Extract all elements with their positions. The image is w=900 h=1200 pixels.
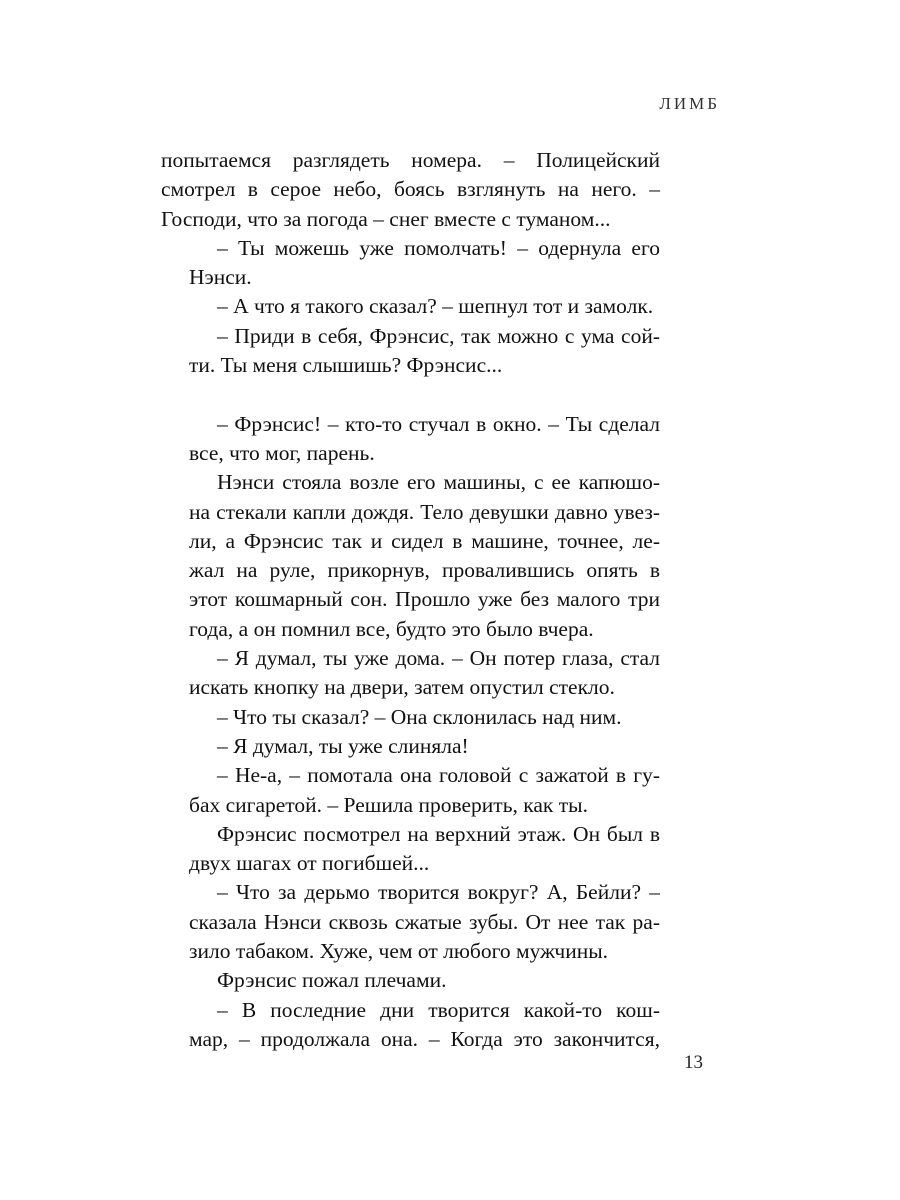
text-line: сказала Нэнси сквозь сжатые зубы. От нее так ра- bbox=[189, 909, 660, 934]
text-line: – В последние дни творится какой-то кош- bbox=[217, 997, 660, 1022]
text-line: Господи, что за погода – снег вместе с туманом... bbox=[161, 206, 611, 231]
paragraph bbox=[161, 878, 660, 966]
running-head: ЛИМБ bbox=[659, 94, 720, 113]
paragraph bbox=[161, 966, 660, 995]
text-line: – Не-а, – помотала она головой с зажатой в гу- bbox=[217, 763, 660, 788]
text-line: зило табаком. Хуже, чем от любого мужчины. bbox=[189, 939, 609, 964]
text-line: смотрел в серое небо, боясь взглянуть на него. – bbox=[161, 177, 660, 202]
text-line: все, что мог, парень. bbox=[189, 440, 375, 465]
text-line: этот кошмарный сон. Прошло уже без малого три bbox=[189, 587, 660, 612]
paragraph bbox=[161, 468, 660, 644]
text-line: попытаемся разглядеть номера. – Полицейский bbox=[161, 148, 660, 172]
text-line: – Ты можешь уже помолчать! – одернула его bbox=[217, 235, 660, 260]
text-line: двух шагах от погибшей... bbox=[189, 851, 430, 876]
text-line: ти. Ты меня слышишь? Фрэнсис... bbox=[189, 353, 503, 378]
text-line: – Приди в себя, Фрэнсис, так можно с ума сой- bbox=[217, 323, 660, 348]
text-line: – Я думал, ты уже слиняла! bbox=[217, 733, 469, 758]
paragraph bbox=[161, 644, 660, 703]
text-line: Фрэнсис посмотрел на верхний этаж. Он был в bbox=[217, 821, 660, 846]
text-line: ли, а Фрэнсис так и сидел в машине, точнее, ле- bbox=[189, 528, 660, 553]
paragraph bbox=[161, 322, 660, 381]
paragraph bbox=[161, 146, 660, 234]
text-line: Нэнси. bbox=[189, 265, 252, 290]
paragraph bbox=[161, 732, 660, 761]
text-line: – Фрэнсис! – кто-то стучал в окно. – Ты сделал bbox=[217, 411, 660, 436]
paragraph bbox=[161, 761, 660, 820]
text-line: – Что ты сказал? – Она склонилась над ним. bbox=[217, 704, 622, 729]
text-line: искать кнопку на двери, затем опустил стекло. bbox=[189, 675, 615, 700]
paragraph bbox=[161, 820, 660, 879]
text-line: на стекали капли дождя. Тело девушки давно увез- bbox=[189, 499, 660, 524]
paragraph bbox=[161, 234, 660, 293]
text-line: Нэнси стояла возле его машины, с ее капюшо- bbox=[217, 470, 660, 495]
text-line: – А что я такого сказал? – шепнул тот и замолк. bbox=[217, 294, 654, 319]
text-line: жал на руле, прикорнув, провалившись опять в bbox=[189, 558, 660, 583]
text-line: – Я думал, ты уже дома. – Он потер глаза, стал bbox=[217, 646, 660, 671]
paragraph bbox=[161, 996, 660, 1055]
text-line: Фрэнсис пожал плечами. bbox=[217, 968, 447, 993]
paragraph bbox=[161, 410, 660, 469]
paragraph bbox=[161, 292, 660, 321]
page-number: 13 bbox=[684, 1052, 703, 1073]
page-body bbox=[161, 146, 660, 1054]
text-line: года, а он помнил все, будто это было вчера. bbox=[189, 616, 594, 641]
text-line: мар, – продолжала она. – Когда это закончится, bbox=[189, 1026, 660, 1051]
text-line: – Что за дерьмо творится вокруг? А, Бейли? – bbox=[217, 880, 660, 905]
paragraph bbox=[161, 703, 660, 732]
text-line: бах сигаретой. – Решила проверить, как ты. bbox=[189, 792, 588, 817]
